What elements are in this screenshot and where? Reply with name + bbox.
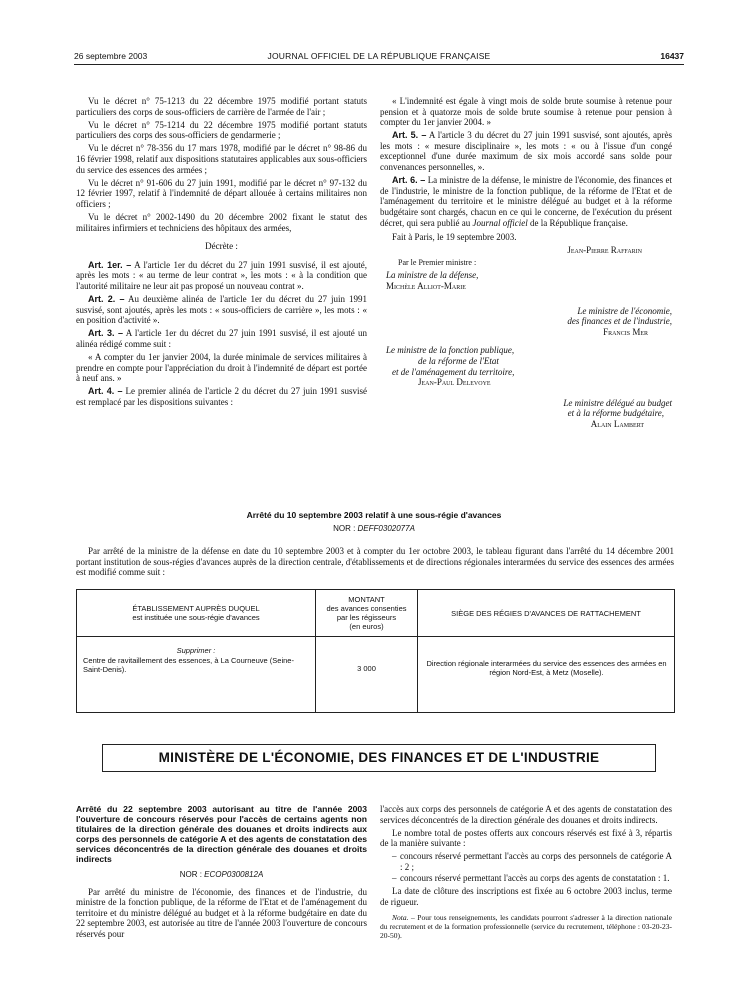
table-cell-seat: Direction régionale interarmées du service des essences des armées en région Nord-Est, à Metz (Moselle). [426, 659, 667, 677]
signatory-name: Jean-Paul Delevoye [418, 377, 491, 388]
signature-place-date: Fait à Paris, le 19 septembre 2003. [392, 232, 517, 243]
arrete-title: Arrêté du 10 septembre 2003 relatif à une sous-régie d'avances [246, 510, 502, 520]
signatory-title: La ministre de la défense, [386, 270, 479, 281]
visa-paragraph: Vu le décret n° 75-1213 du 22 décembre 1975 modifié portant statuts particuliers des corps de sous-officiers de carrière de l'armée de l'air ; [76, 96, 367, 117]
arrete2-nor: NOR : ECOP0300812A [179, 870, 264, 879]
signatory-name: Francis Mer [603, 326, 648, 337]
sous-regie-table [76, 589, 675, 713]
arrete2-note: Nota. – Pour tous renseignements, les candidats pourront s'adresser à la direction nationale du recrutement et de la formation professionnelle (service du recrutement, téléphone : 03-20-23-20-50). [380, 913, 672, 941]
list-item: – concours réservé permettant l'accès au corps des agents de constatation : 1. [392, 873, 672, 884]
visa-paragraph: Vu le décret n° 91-606 du 27 juin 1991, modifié par le décret n° 97-132 du 12 février 1997, relatif à l'indemnité de départ allouée à certains militaires non officiers ; [76, 177, 367, 209]
table-header-amount: MONTANT des avances consenties par les régisseurs (en euros) [326, 595, 407, 631]
header-page-number: 16437 [660, 51, 684, 61]
visa-paragraph: Vu le décret n° 78-356 du 17 mars 1978, modifié par le décret n° 98-86 du 16 février 1998, relatif aux dispositions statutaires applicables aux sous-officiers du service des essences des armées ; [76, 143, 367, 175]
signatory-title: et à la réforme budgétaire, [567, 408, 664, 419]
signatory-title: des finances et de l'industrie, [567, 316, 672, 327]
visa-paragraph: Vu le décret n° 2002-1490 du 20 décembre 2002 fixant le statut des militaires infirmiers et techniciens des hôpitaux des armées, [76, 211, 367, 233]
arrete-nor: NOR : DEFF0302077A [333, 524, 415, 533]
arrete2-posts: Le nombre total de postes offerts aux concours réservés est fixé à 3, répartis de la manière suivante : [380, 827, 672, 849]
signatory-title: Le ministre de la fonction publique, [386, 345, 515, 356]
header-date: 26 septembre 2003 [74, 51, 148, 61]
signatory-title: de la réforme de l'Etat [418, 355, 499, 366]
signatory-title: Le ministre de l'économie, [577, 305, 672, 316]
signatory-title: et de l'aménagement du territoire, [392, 366, 515, 377]
article-5: Art. 5. – A l'article 3 du décret du 27 juin 1991 susvisé, sont ajoutés, après les mots : « mesure disciplinaire », les mots : « ou à l'issue d'un congé exceptionnel d'une durée maximum de six mois accordé sans solde pour convenances personnelles, ». [380, 130, 673, 173]
article-3-quote: « A compter du 1er janvier 2004, la durée minimale de services militaires à prendre en compte pour l'appréciation du droit à l'indemnité de départ est portée à neuf ans. » [76, 351, 367, 384]
article-label: Art. 4. – [88, 386, 123, 397]
header-title: JOURNAL OFFICIEL DE LA RÉPUBLIQUE FRANÇAISE [267, 51, 491, 61]
ministry-banner: MINISTÈRE DE L'ÉCONOMIE, DES FINANCES ET DE L'INDUSTRIE [102, 744, 656, 772]
arrete2-intro: Par arrêté du ministre de l'économie, des finances et de l'industrie, du ministre de la fonction publique, de la réforme de l'Etat et de l'aménagement du territoire et du ministre délégué au budget et à la réforme budgétaire en date du 22 septembre 2003, est autorisée au titre de l'année 2003 l'ouverture de concours réservés pour [76, 886, 367, 939]
article-1: Art. 1er. – A l'article 1er du décret du 27 juin 1991 susvisé, il est ajouté, après les mots : « au terme de leur contrat », les mots : « à la condition que l'autorité militaire ne leur ait pas proposé un nouveau contrat ». [76, 259, 367, 291]
arrete2-deadline: La date de clôture des inscriptions est fixée au 6 octobre 2003 inclus, terme de rigueur. [380, 886, 672, 907]
article-label: Art. 5. – [392, 130, 427, 141]
article-label: Art. 2. – [88, 294, 125, 304]
decree-right-column [380, 96, 672, 430]
article-label: Art. 6. – [392, 175, 426, 186]
decree-left-column [76, 96, 367, 410]
table-cell-establishment: Centre de ravitaillement des essences, à La Courneuve (Seine-Saint-Denis). [83, 656, 294, 674]
signatory-name: Michèle Alliot-Marie [386, 281, 466, 291]
table-row [83, 646, 309, 674]
arrete-intro: Par arrêté de la ministre de la défense en date du 10 septembre 2003 et à compter du 1er octobre 2003, le tableau figurant dans l'arrêté du 14 décembre 2001 portant institution de sous-régies d'avances auprès de la direction centrale, d'établissements et de directions régionales interarmées du service des essences des armées est modifié comme suit : [76, 546, 674, 578]
arrete2-right-column [380, 804, 672, 943]
arrete2-continuation: l'accès aux corps des personnels de catégorie A et des agents de constatation des services déconcentrés de la direction générale des douanes et droits indirects. [380, 804, 672, 825]
signatory-title: Le ministre délégué au budget [563, 397, 672, 408]
visa-paragraph: Vu le décret n° 75-1214 du 22 décembre 1975 modifié portant statuts particuliers des corps des sous-officiers de gendarmerie ; [76, 119, 367, 141]
signatory-name: Jean-Pierre Raffarin [567, 245, 642, 256]
article-4: Art. 4. – Le premier alinéa de l'article 2 du décret du 27 juin 1991 susvisé est remplacé par les dispositions suivantes : [76, 386, 368, 407]
list-item: – concours réservé permettant l'accès au corps des personnels de catégorie A : 2 ; [392, 851, 672, 872]
signatory-mention: Par le Premier ministre : [398, 257, 477, 267]
table-header-establishment: ÉTABLISSEMENT AUPRÈS DUQUEL est instituée une sous-régie d'avances [132, 604, 260, 622]
article-6: Art. 6. – La ministre de la défense, le ministre de l'économie, des finances et de l'industrie, le ministre de la fonction publique, de la réforme de l'Etat et de l'aménagement du territoire et le ministre délégué au budget et à la réforme budgétaire sont chargés, chacun en ce qui le concerne, de l'exécution du présent décret, qui sera publié au Journal officiel de la République française. [380, 175, 673, 228]
decrete-heading: Décrète : [205, 241, 238, 252]
article-4-quote: « L'indemnité est égale à vingt mois de solde brute soumise à retenue pour pension et à quatorze mois de solde brute soumise à retenue pour pension à compter du 1er janvier 2004. » [380, 96, 672, 128]
table-cell-amount: 3 000 [357, 664, 376, 673]
arrete2-left-column [76, 804, 367, 942]
signatory-name: Alain Lambert [590, 418, 644, 429]
arrete2-list [380, 851, 672, 883]
page-header [74, 50, 684, 65]
table-header-seat: SIÈGE DES RÉGIES D'AVANCES DE RATTACHEMENT [451, 608, 641, 618]
table-header-divider [77, 636, 674, 637]
article-3: Art. 3. – A l'article 1er du décret du 27 juin 1991 susvisé, il est ajouté un alinéa rédigé comme suit : [76, 328, 367, 349]
arrete2-title: Arrêté du 22 septembre 2003 autorisant au titre de l'année 2003 l'ouverture de concours réservés pour l'accès de certains agents non titulaires de la direction générale des douanes et droits indirects aux corps des personnels de catégorie A et des agents de constatation des services déconcentrés de la direction générale des douanes et droits indirects [76, 804, 367, 864]
article-2: Art. 2. – Au deuxième alinéa de l'article 1er du décret du 27 juin 1991 susvisé, sont ajoutés, après les mots : « sous-officiers de carrière », les mots : « en position d'activité ». [76, 294, 367, 326]
article-label: Art. 1er. – [88, 259, 132, 270]
table-cell-supprimer: Supprimer : [176, 646, 216, 655]
article-label: Art. 3. – [88, 328, 123, 339]
